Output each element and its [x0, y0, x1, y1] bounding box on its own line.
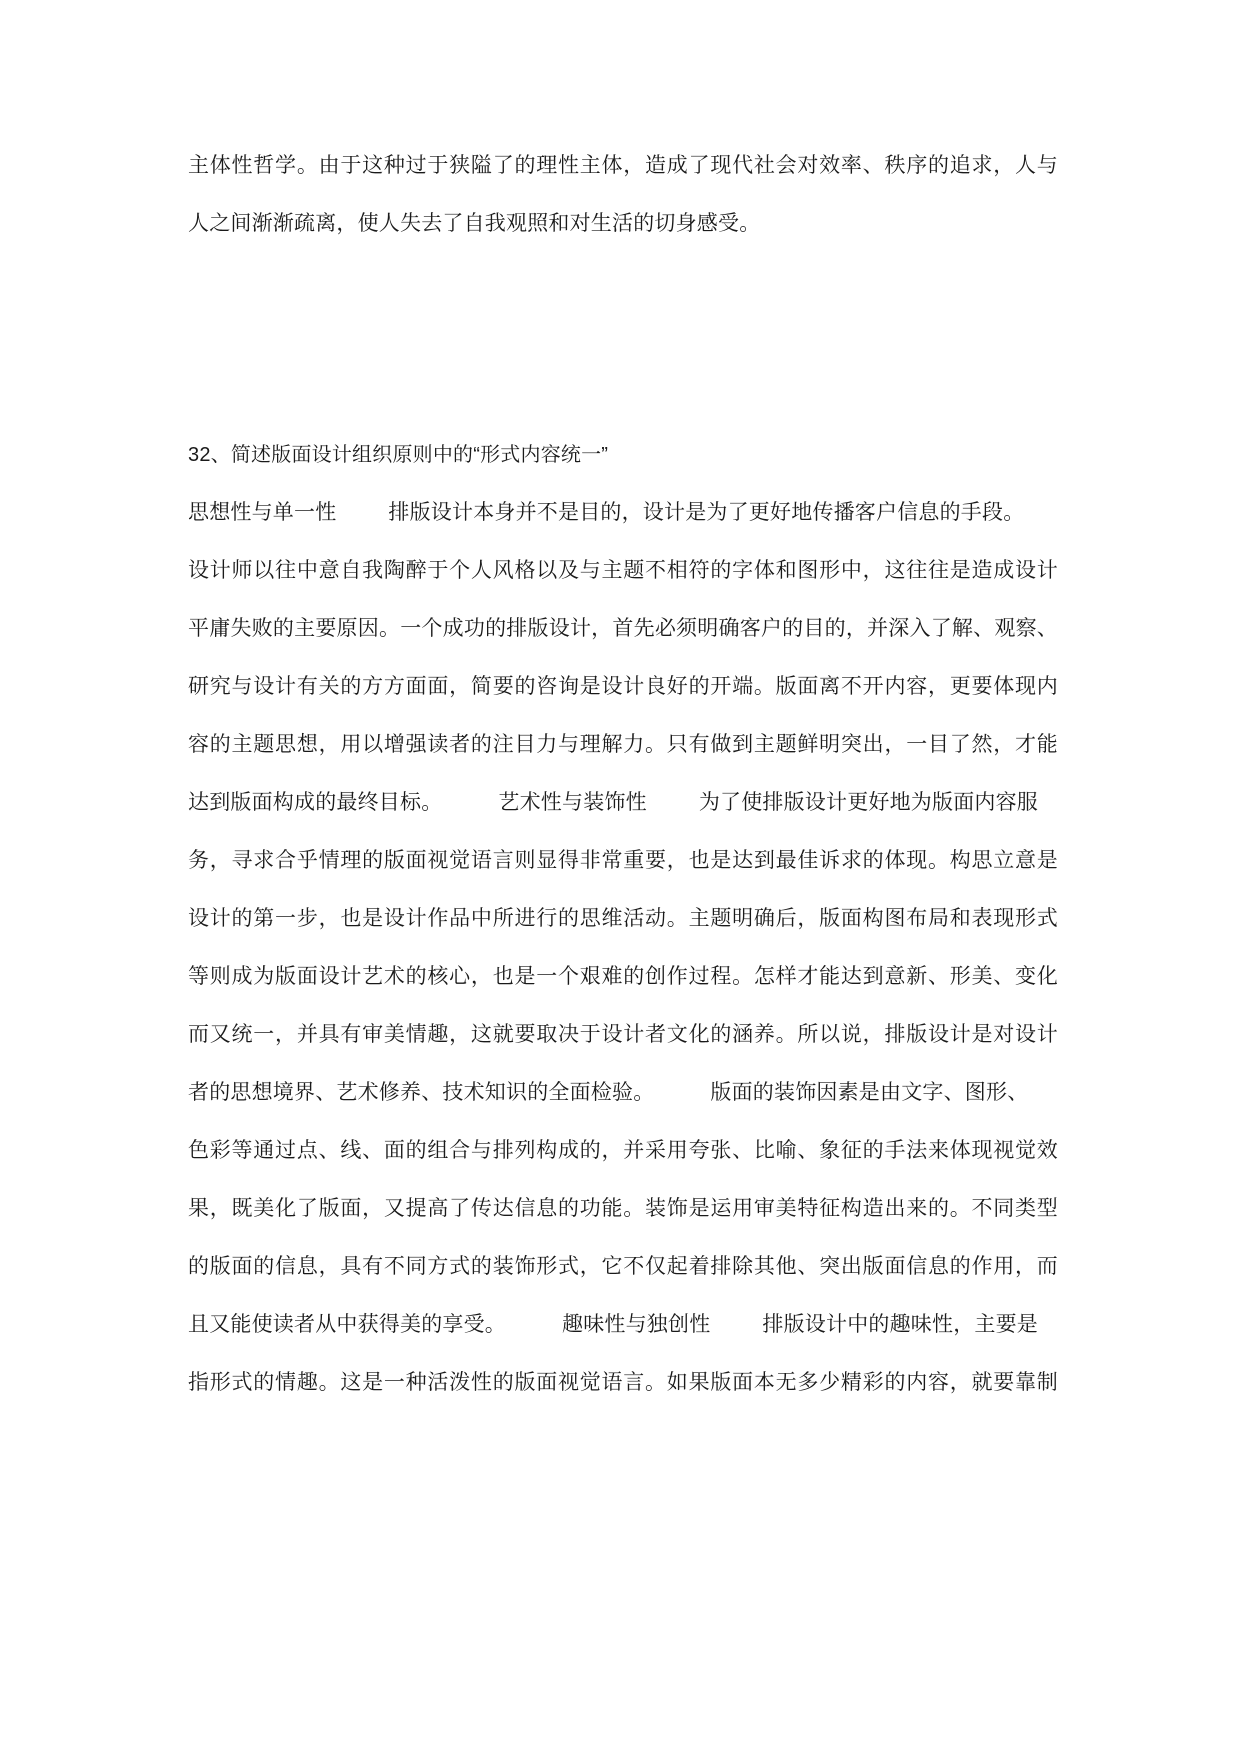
- answer-line-1: [188, 497, 1024, 527]
- answer-line-10: 而又统一，并具有审美情趣，这就要取决于设计者文化的涵养。所以说，排版设计是对设计: [188, 1022, 1058, 1046]
- answer-text: 排版设计本身并不是目的，设计是为了更好地传播客户信息的手段。: [388, 500, 1025, 524]
- subheading-art-decoration: 艺术性与装饰性: [498, 790, 647, 814]
- answer-line-14: 的版面的信息，具有不同方式的装饰形式，它不仅起着排除其他、突出版面信息的作用，而: [188, 1254, 1058, 1278]
- answer-line-16: 指形式的情趣。这是一种活泼性的版面视觉语言。如果版面本无多少精彩的内容，就要靠制: [188, 1370, 1058, 1394]
- answer-line-4: 研究与设计有关的方方面面，简要的咨询是设计良好的开端。版面离不开内容，更要体现内: [188, 674, 1058, 698]
- answer-line-5: 容的主题思想，用以增强读者的注目力与理解力。只有做到主题鲜明突出，一目了然，才能: [188, 732, 1058, 756]
- answer-line-15: [188, 1309, 1038, 1339]
- answer-text: 者的思想境界、艺术修养、技术知识的全面检验。: [188, 1080, 655, 1104]
- answer-line-6: [188, 787, 1038, 817]
- answer-text: 为了使排版设计更好地为版面内容服: [698, 790, 1039, 814]
- subheading-thought-unity: 思想性与单一性: [188, 500, 337, 524]
- answer-text: 且又能使读者从中获得美的享受。: [188, 1312, 506, 1336]
- answer-line-7: 务，寻求合乎情理的版面视觉语言则显得非常重要，也是达到最佳诉求的体现。构思立意是: [188, 848, 1058, 872]
- subheading-interest-originality: 趣味性与独创性: [562, 1312, 711, 1336]
- answer-text: 排版设计中的趣味性，主要是: [762, 1312, 1039, 1336]
- answer-line-2: 设计师以往中意自我陶醉于个人风格以及与主题不相符的字体和图形中，这往往是造成设计: [188, 558, 1058, 582]
- answer-line-13: 果，既美化了版面，又提高了传达信息的功能。装饰是运用审美特征构造出来的。不同类型: [188, 1196, 1058, 1220]
- answer-line-9: 等则成为版面设计艺术的核心，也是一个艰难的创作过程。怎样才能达到意新、形美、变化: [188, 964, 1058, 988]
- intro-line-1: 主体性哲学。由于这种过于狭隘了的理性主体，造成了现代社会对效率、秩序的追求，人与: [188, 153, 1058, 177]
- subheading-decoration-factors: 版面的装饰因素是由文字、图形、: [710, 1080, 1029, 1104]
- answer-line-3: 平庸失败的主要原因。一个成功的排版设计，首先必须明确客户的目的，并深入了解、观察、: [188, 616, 1058, 640]
- intro-line-2: 人之间渐渐疏离，使人失去了自我观照和对生活的切身感受。: [188, 211, 761, 235]
- question-heading: 32、简述版面设计组织原则中的“形式内容统一”: [188, 444, 609, 466]
- answer-text: 达到版面构成的最终目标。: [188, 790, 443, 814]
- answer-line-8: 设计的第一步，也是设计作品中所进行的思维活动。主题明确后，版面构图布局和表现形式: [188, 906, 1058, 930]
- answer-line-11: [188, 1077, 1028, 1107]
- answer-line-12: 色彩等通过点、线、面的组合与排列构成的，并采用夸张、比喻、象征的手法来体现视觉效: [188, 1138, 1058, 1162]
